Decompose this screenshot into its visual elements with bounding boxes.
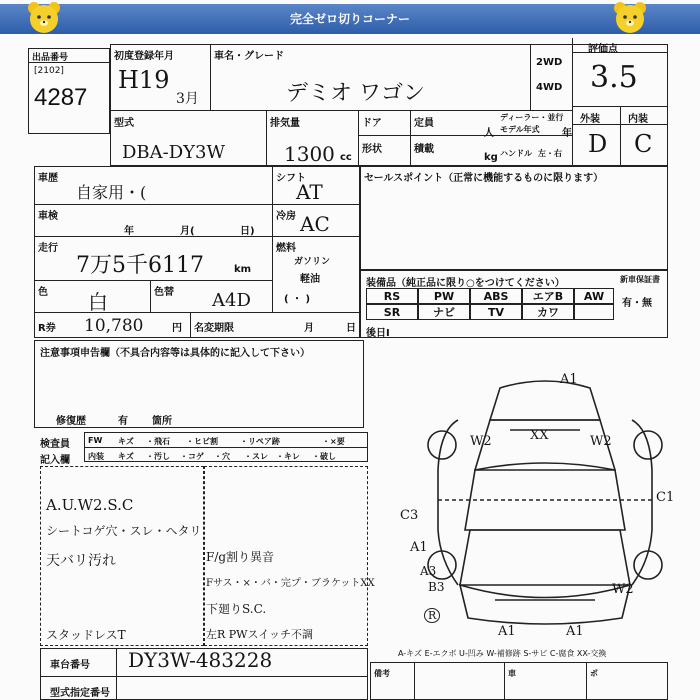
equip-navi: ナビ [418,304,470,320]
footer-label-2: 備考 [374,669,390,678]
warranty-label: 新車保証書 [620,275,660,284]
diag-mark-w2-left: W2 [470,434,492,449]
model-year-label: モデル年式 [500,125,540,134]
right-note-4: 左R PWスイッチ不調 [206,628,314,641]
diag-mark-c1: C1 [656,490,675,505]
name-change-day: 日 [346,323,356,334]
remark-line-4: スタッドレスT [46,628,126,642]
footer-label-3: 車 [508,669,516,678]
diag-mark-a3: A3 [420,564,437,578]
reg-label: 初度登録年月 [114,51,174,62]
diag-mark-w2-right: W2 [590,434,612,449]
ext-grade: D [588,130,608,158]
repair-spot: 箇所 [152,416,172,427]
model-label: 型式 [114,118,134,129]
mileage-label: 走行 [38,243,58,254]
usage-label: 車歴 [38,173,58,184]
banner-title: 完全ゼロ切りコーナー [289,12,410,26]
lot-code: [2102] [34,66,64,76]
right-note-3: 下廻りS.C. [206,602,267,616]
drive-4wd: 4WD [536,82,563,93]
repair-has: 有 [118,416,128,427]
ext-label: 外装 [580,114,600,125]
mileage-unit: km [234,264,252,275]
drive-2wd: 2WD [536,57,563,68]
insp-r2-1: キズ [118,452,134,461]
door-label: ドア [362,118,382,129]
insp-r2-2: ・汚し [146,452,170,461]
chassis-label: 車台番号 [50,660,90,671]
capacity-unit: 人 [484,128,494,139]
reg-month: 3月 [176,91,199,107]
sales-label: セールスポイント（正常に機能するものに限ります） [364,173,604,184]
name-change-label: 名変期限 [194,323,234,334]
insp-r2-0: 内装 [88,452,104,461]
diag-mark-a1-br: A1 [566,624,584,639]
color-code: A4D [212,290,251,311]
inspection-day: 日) [240,226,255,237]
model-value: DBA-DY3W [122,142,226,163]
recycle-unit: 円 [172,323,182,334]
int-label: 内装 [628,114,648,125]
recycle-value: 10,780 [84,316,144,336]
remark-line-3: 天バリ汚れ [46,553,116,569]
insp-r1-1: キズ [118,437,134,446]
equip-blank [574,304,614,320]
diag-mark-a1-top: A1 [560,372,578,387]
inspector-label: 検査員 [40,439,70,450]
right-note-1: F/g割り異音 [206,550,275,564]
diag-mark-a1-left: A1 [410,540,428,555]
insp-r2-5: ・スレ [244,452,268,461]
equipment-label: 装備品（純正品に限り○をつけてください） [366,278,565,289]
fuel-paren: ( ・ ) [284,294,311,305]
diag-mark-b3: B3 [428,580,445,594]
damage-legend: A-キズ E-エクボ U-凹み W-補修跡 S-サビ C-腐食 XX-交換 [398,649,607,658]
load-label: 積載 [414,144,434,155]
diag-mark-a1-bl: A1 [498,624,516,639]
insp-r2-7: ・破し [312,452,336,461]
equip-tv: TV [470,304,522,320]
handle-options: 左・右 [538,149,562,158]
usage-value: 自家用・( [76,183,147,202]
insp-r1-5: ・×要 [322,437,345,446]
car-label: 車名・グレード [214,51,284,62]
chassis-value: DY3W-483228 [128,648,273,672]
equip-airbag: エアB [522,288,574,304]
load-unit: kg [484,152,498,163]
fuel-label: 燃料 [276,243,296,254]
insp-r2-6: ・キレ [276,452,300,461]
diag-mark-c3: C3 [400,508,419,523]
fuel-gasoline: ガソリン [294,257,331,267]
mileage-value: 7万5千6117 [76,253,204,278]
capacity-label: 定員 [414,118,434,129]
insp-r2-3: ・コゲ [180,452,204,461]
reg-year: H19 [118,66,170,94]
equip-abs: ABS [470,288,522,304]
record-label: 記入欄 [40,455,70,466]
footer-label-1: 型式指定番号 [50,688,110,699]
equip-aw: AW [574,288,614,304]
equip-pw: PW [418,288,470,304]
inspection-month: 月( [180,226,195,237]
score-value: 3.5 [590,60,638,95]
inspection-label: 車検 [38,211,58,222]
shift-label: シフト [276,173,306,184]
remark-line-1: A.U.W2.S.C [46,496,134,514]
diag-mark-w2-rear: W2 [612,582,634,597]
lot-number: 4287 [34,84,88,111]
color-code-label: 色替 [154,287,174,298]
insp-r1-0: FW [88,436,103,445]
notes-label: 注意事項申告欄（不具合内容等は具体的に記入して下さい） [40,348,310,359]
insp-r1-4: ・リペア跡 [240,437,280,446]
post-stamp-label: 後日I [366,328,390,339]
repair-label: 修復歴 [56,416,86,427]
insp-r1-2: ・飛石 [146,437,170,446]
name-change-month: 月 [304,323,314,334]
equip-rs: RS [366,288,418,304]
car-name: デミオ ワゴン [286,81,425,106]
damage-diagram [400,360,690,650]
recycle-label: R券 [38,323,56,334]
fuel-diesel: 軽油 [300,274,320,285]
aircon-label: 冷房 [276,211,296,222]
diag-mark-xx: XX [530,428,549,443]
handle-label: ハンドル [500,149,532,158]
score-label: 評価点 [588,44,618,55]
shift-value: AT [296,180,323,204]
footer-label-4: ポ [590,669,598,678]
equip-leather: カワ [522,304,574,320]
diag-mark-r: R [424,608,440,623]
lot-label: 出品番号 [32,53,69,63]
insp-r2-4: ・穴 [214,452,230,461]
remark-line-2: シートコゲ穴・スレ・ヘタリ [46,524,202,538]
inspection-year: 年 [124,226,134,237]
displacement-value: 1300 [284,142,335,166]
color-value: 白 [88,290,108,314]
dealer-label: ディーラー・並行 [500,113,564,122]
equip-sr: SR [366,304,418,320]
insp-r1-3: ・ヒビ割 [186,437,218,446]
year-unit: 年 [562,128,572,139]
int-grade: C [634,130,653,158]
displacement-unit: cc [340,152,352,163]
color-label: 色 [38,287,48,298]
displacement-label: 排気量 [270,118,300,129]
shape-label: 形状 [362,144,382,155]
warranty-value: 有・無 [622,298,652,309]
right-note-2: Fサス・×・バ・完プ・ブラケットXX [206,578,375,589]
aircon-value: AC [300,212,330,236]
